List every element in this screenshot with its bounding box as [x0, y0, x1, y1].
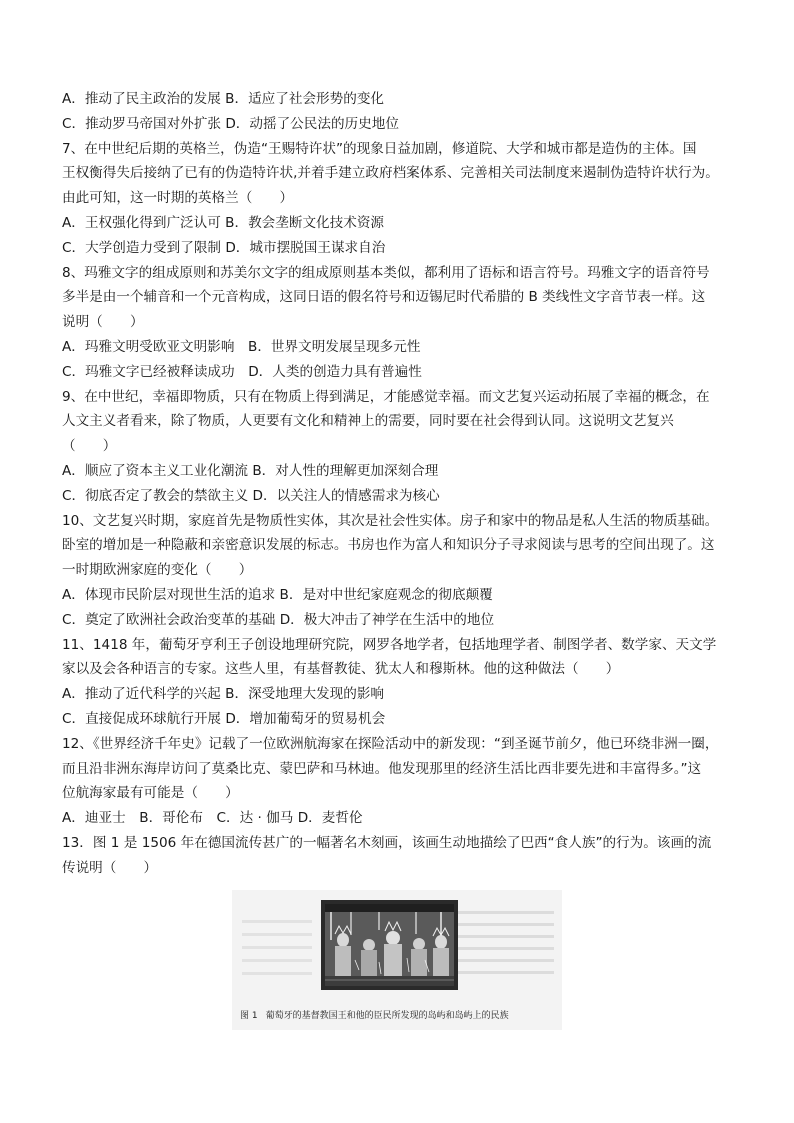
faded-text-background [242, 910, 312, 980]
option-line: C．推动罗马帝国对外扩张 D．动摇了公民法的历史地位 [62, 115, 399, 132]
question-9-line: （ ） [62, 438, 117, 455]
question-7-line: 由此可知，这一时期的英格兰（ ） [62, 190, 294, 207]
question-11-line: 11、1418 年，葡萄牙亨利王子创设地理研究院，网罗各地学者，包括地理学者、制图学者、数学家、天文学 [62, 636, 717, 653]
option-line: A．推动了近代科学的兴起 B．深受地理大发现的影响 [62, 686, 385, 703]
question-12-line: 12、《世界经济千年史》记载了一位欧洲航海家在探险活动中的新发现：“到圣诞节前夕，他已环绕非洲一圈， [62, 735, 719, 752]
question-8-line: 说明（ ） [62, 314, 144, 331]
question-10-line: 10、文艺复兴时期，家庭首先是物质性实体，其次是社会性实体。房子和家中的物品是私人生活的物质基础。 [62, 512, 719, 529]
question-9-line: 9、在中世纪，幸福即物质，只有在物质上得到满足，才能感觉幸福。而文艺复兴运动拓展了幸福的概念，在 [62, 388, 710, 405]
question-11-line: 家以及会各种语言的专家。这些人里，有基督教徒、犹太人和穆斯林。他的这种做法（ ） [62, 661, 620, 678]
option-line: A．玛雅文明受欧亚文明影响 B．世界文明发展呈现多元性 [62, 338, 421, 355]
question-10-line: 卧室的增加是一种隐蔽和亲密意识发展的标志。书房也作为富人和知识分子寻求阅读与思考的空间出现了。这 [62, 537, 715, 554]
woodcut-illustration [321, 900, 458, 990]
option-line: C．大学创造力受到了限制 D．城市摆脱国王谋求自治 [62, 239, 386, 256]
option-line: C．直接促成环球航行开展 D．增加葡萄牙的贸易机会 [62, 710, 386, 727]
question-text [62, 87, 738, 881]
question-10-line: 一时期欧洲家庭的变化（ ） [62, 562, 253, 579]
option-line: A．顺应了资本主义工业化潮流 B．对人性的理解更加深刻合理 [62, 462, 439, 479]
option-line: C．彻底否定了教会的禁欲主义 D．以关注人的情感需求为核心 [62, 487, 440, 504]
option-line: A．迪亚士 B．哥伦布 C．达 · 伽马 D．麦哲伦 [62, 810, 363, 827]
question-8-line: 多半是由一个辅音和一个元音构成，这同日语的假名符号和迈锡尼时代希腊的 B 类线性文字音节表一样。这 [62, 289, 706, 306]
option-line: A．体现市民阶层对现世生活的追求 B．是对中世纪家庭观念的彻底颠覆 [62, 586, 493, 603]
option-line: C．玛雅文字已经被释读成功 D．人类的创造力具有普遍性 [62, 363, 422, 380]
question-8-line: 8、玛雅文字的组成原则和苏美尔文字的组成原则基本类似，都利用了语标和语言符号。玛雅文字的语音符号 [62, 264, 710, 281]
question-7-line: 7、在中世纪后期的英格兰，伪造“王赐特许状”的现象日益加剧，修道院、大学和城市都是造伪的主体。国 [62, 140, 697, 157]
figure-caption [240, 1010, 560, 1022]
option-line: A．王权强化得到广泛认可 B．教会垄断文化技术资源 [62, 214, 385, 231]
faded-text-background [454, 902, 554, 992]
figure-caption-text: 葡萄牙的基督教国王和他的臣民所发现的岛屿和岛屿上的民族 [265, 1011, 509, 1021]
question-13-line: 13．图 1 是 1506 年在德国流传甚广的一幅著名木刻画，该画生动地描绘了巴西“食人族”的行为。该画的流 [62, 834, 712, 851]
option-line: A．推动了民主政治的发展 B．适应了社会形势的变化 [62, 91, 385, 107]
question-12-line: 位航海家最有可能是（ ） [62, 785, 239, 802]
question-9-line: 人文主义者看来，除了物质，人更要有文化和精神上的需要，同时要在社会得到认同。这说明文艺复兴 [62, 413, 674, 430]
question-13-line: 传说明（ ） [62, 859, 158, 876]
figure-number: 图 1 [240, 1011, 258, 1021]
question-12-line: 而且沿非洲东海岸访问了莫桑比克、蒙巴萨和马林迪。他发现那里的经济生活比西非要先进和丰富得多。”这 [62, 760, 702, 777]
figure-1 [232, 890, 562, 1030]
question-7-line: 王权衡得失后接纳了已有的伪造特许状,并着手建立政府档案体系、完善相关司法制度来遏制伪造特许状行为。 [62, 165, 719, 182]
option-line: C．奠定了欧洲社会政治变革的基础 D．极大冲击了神学在生活中的地位 [62, 611, 495, 628]
